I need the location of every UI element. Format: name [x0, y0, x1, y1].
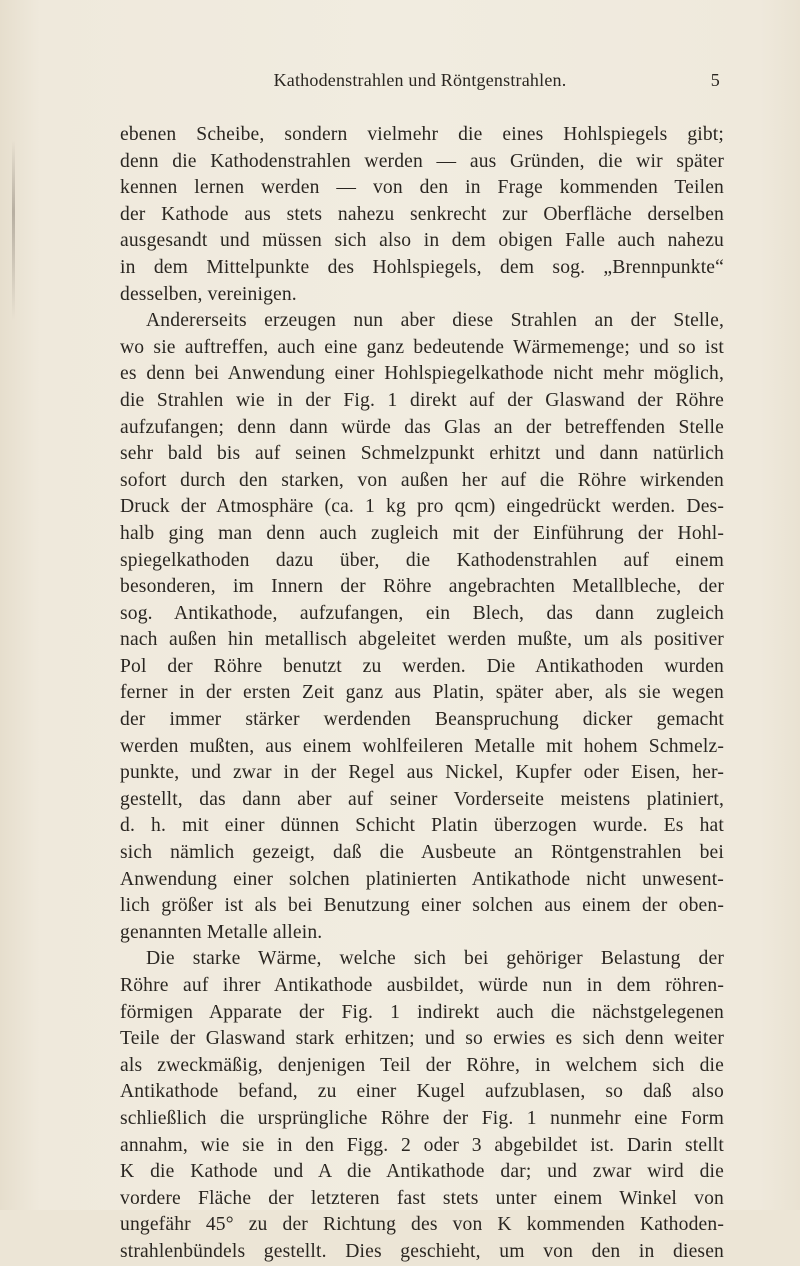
text-line: Die starke Wärme, welche sich bei gehöriger Belastung der	[146, 948, 724, 970]
text-line: lich größer ist als bei Benutzung einer solchen aus einem der oben-	[120, 895, 724, 917]
running-title: Kathodenstrahlen und Röntgenstrahlen.	[273, 70, 567, 90]
text-line: ferner in der ersten Zeit ganz aus Platin, später aber, als sie wegen	[120, 682, 724, 704]
page-number: 5	[710, 70, 720, 90]
body-text	[120, 122, 724, 1266]
text-line: in dem Mittelpunkte des Hohlspiegels, dem sog. „Brennpunkte“	[120, 256, 724, 278]
text-line: sich nämlich gezeigt, daß die Ausbeute an Röntgenstrahlen bei	[120, 842, 724, 864]
text-line: besonderen, im Innern der Röhre angebrachten Metallbleche, der	[120, 576, 724, 598]
text-line: sofort durch den starken, von außen her auf die Röhre wirkenden	[120, 469, 724, 491]
text-line: es denn bei Anwendung einer Hohlspiegelkathode nicht mehr möglich,	[120, 363, 724, 385]
text-line: ungefähr 45° zu der Richtung des von K kommenden Kathoden-	[120, 1214, 724, 1236]
text-line: die Strahlen wie in der Fig. 1 direkt auf der Glaswand der Röhre	[120, 389, 724, 411]
text-line: Pol der Röhre benutzt zu werden. Die Antikathoden wurden	[120, 655, 724, 677]
text-line: förmigen Apparate der Fig. 1 indirekt auch die nächstgelegenen	[120, 1001, 724, 1023]
text-line: nach außen hin metallisch abgeleitet werden mußte, um als positiver	[120, 629, 724, 651]
text-line: ausgesandt und müssen sich also in dem obigen Falle auch nahezu	[120, 230, 724, 252]
text-line: schließlich die ursprüngliche Röhre der Fig. 1 nunmehr eine Form	[120, 1107, 724, 1129]
text-line: annahm, wie sie in den Figg. 2 oder 3 abgebildet ist. Darin stellt	[120, 1134, 724, 1156]
text-line: Druck der Atmosphäre (ca. 1 kg pro qcm) eingedrückt werden. Des-	[120, 496, 724, 518]
text-line: Anwendung einer solchen platinierten Antikathode nicht unwesent-	[120, 868, 724, 890]
text-line: strahlenbündels gestellt. Dies geschieht, um von den in diesen	[120, 1240, 724, 1262]
margin-shadow	[12, 140, 15, 320]
text-line: sog. Antikathode, aufzufangen, ein Blech, das dann zugleich	[120, 602, 724, 624]
text-line: halb ging man denn auch zugleich mit der Einführung der Hohl-	[120, 522, 724, 544]
text-line: kennen lernen werden — von den in Frage kommenden Teilen	[120, 177, 724, 199]
text-line: als zweckmäßig, denjenigen Teil der Röhre, in welchem sich die	[120, 1054, 724, 1076]
text-line: sehr bald bis auf seinen Schmelzpunkt erhitzt und dann natürlich	[120, 443, 724, 465]
text-line: punkte, und zwar in der Regel aus Nickel, Kupfer oder Eisen, her-	[120, 762, 724, 784]
text-line: d. h. mit einer dünnen Schicht Platin überzogen wurde. Es hat	[120, 815, 724, 837]
text-line: Teile der Glaswand stark erhitzen; und so erwies es sich denn weiter	[120, 1028, 724, 1050]
text-line: aufzufangen; denn dann würde das Glas an der betreffenden Stelle	[120, 416, 724, 438]
text-line: Röhre auf ihrer Antikathode ausbildet, würde nun in dem röhren-	[120, 975, 724, 996]
text-line: Andererseits erzeugen nun aber diese Strahlen an der Stelle,	[146, 310, 724, 332]
text-line: genannten Metalle allein.	[120, 921, 323, 943]
text-line: denn die Kathodenstrahlen werden — aus Gründen, die wir später	[120, 150, 724, 172]
text-line: der Kathode aus stets nahezu senkrecht zur Oberfläche derselben	[120, 203, 724, 225]
text-line: ebenen Scheibe, sondern vielmehr die eines Hohlspiegels gibt;	[120, 124, 724, 145]
text-line: Antikathode befand, zu einer Kugel aufzublasen, so daß also	[120, 1081, 724, 1103]
text-line: der immer stärker werdenden Beanspruchung dicker gemacht	[120, 709, 724, 731]
page-header	[120, 70, 720, 94]
text-line: spiegelkathoden dazu über, die Kathodenstrahlen auf einem	[120, 549, 724, 571]
text-line: gestellt, das dann aber auf seiner Vorderseite meistens platiniert,	[120, 788, 724, 810]
text-line: wo sie auftreffen, auch eine ganz bedeutende Wärmemenge; und so ist	[120, 336, 724, 358]
text-line: werden mußten, aus einem wohlfeileren Metalle mit hohem Schmelz-	[120, 735, 724, 757]
text-line: K die Kathode und A die Antikathode dar; und zwar wird die	[120, 1161, 724, 1183]
text-line: vordere Fläche der letzteren fast stets unter einem Winkel von	[120, 1187, 724, 1209]
text-line: desselben, vereinigen.	[120, 283, 297, 305]
